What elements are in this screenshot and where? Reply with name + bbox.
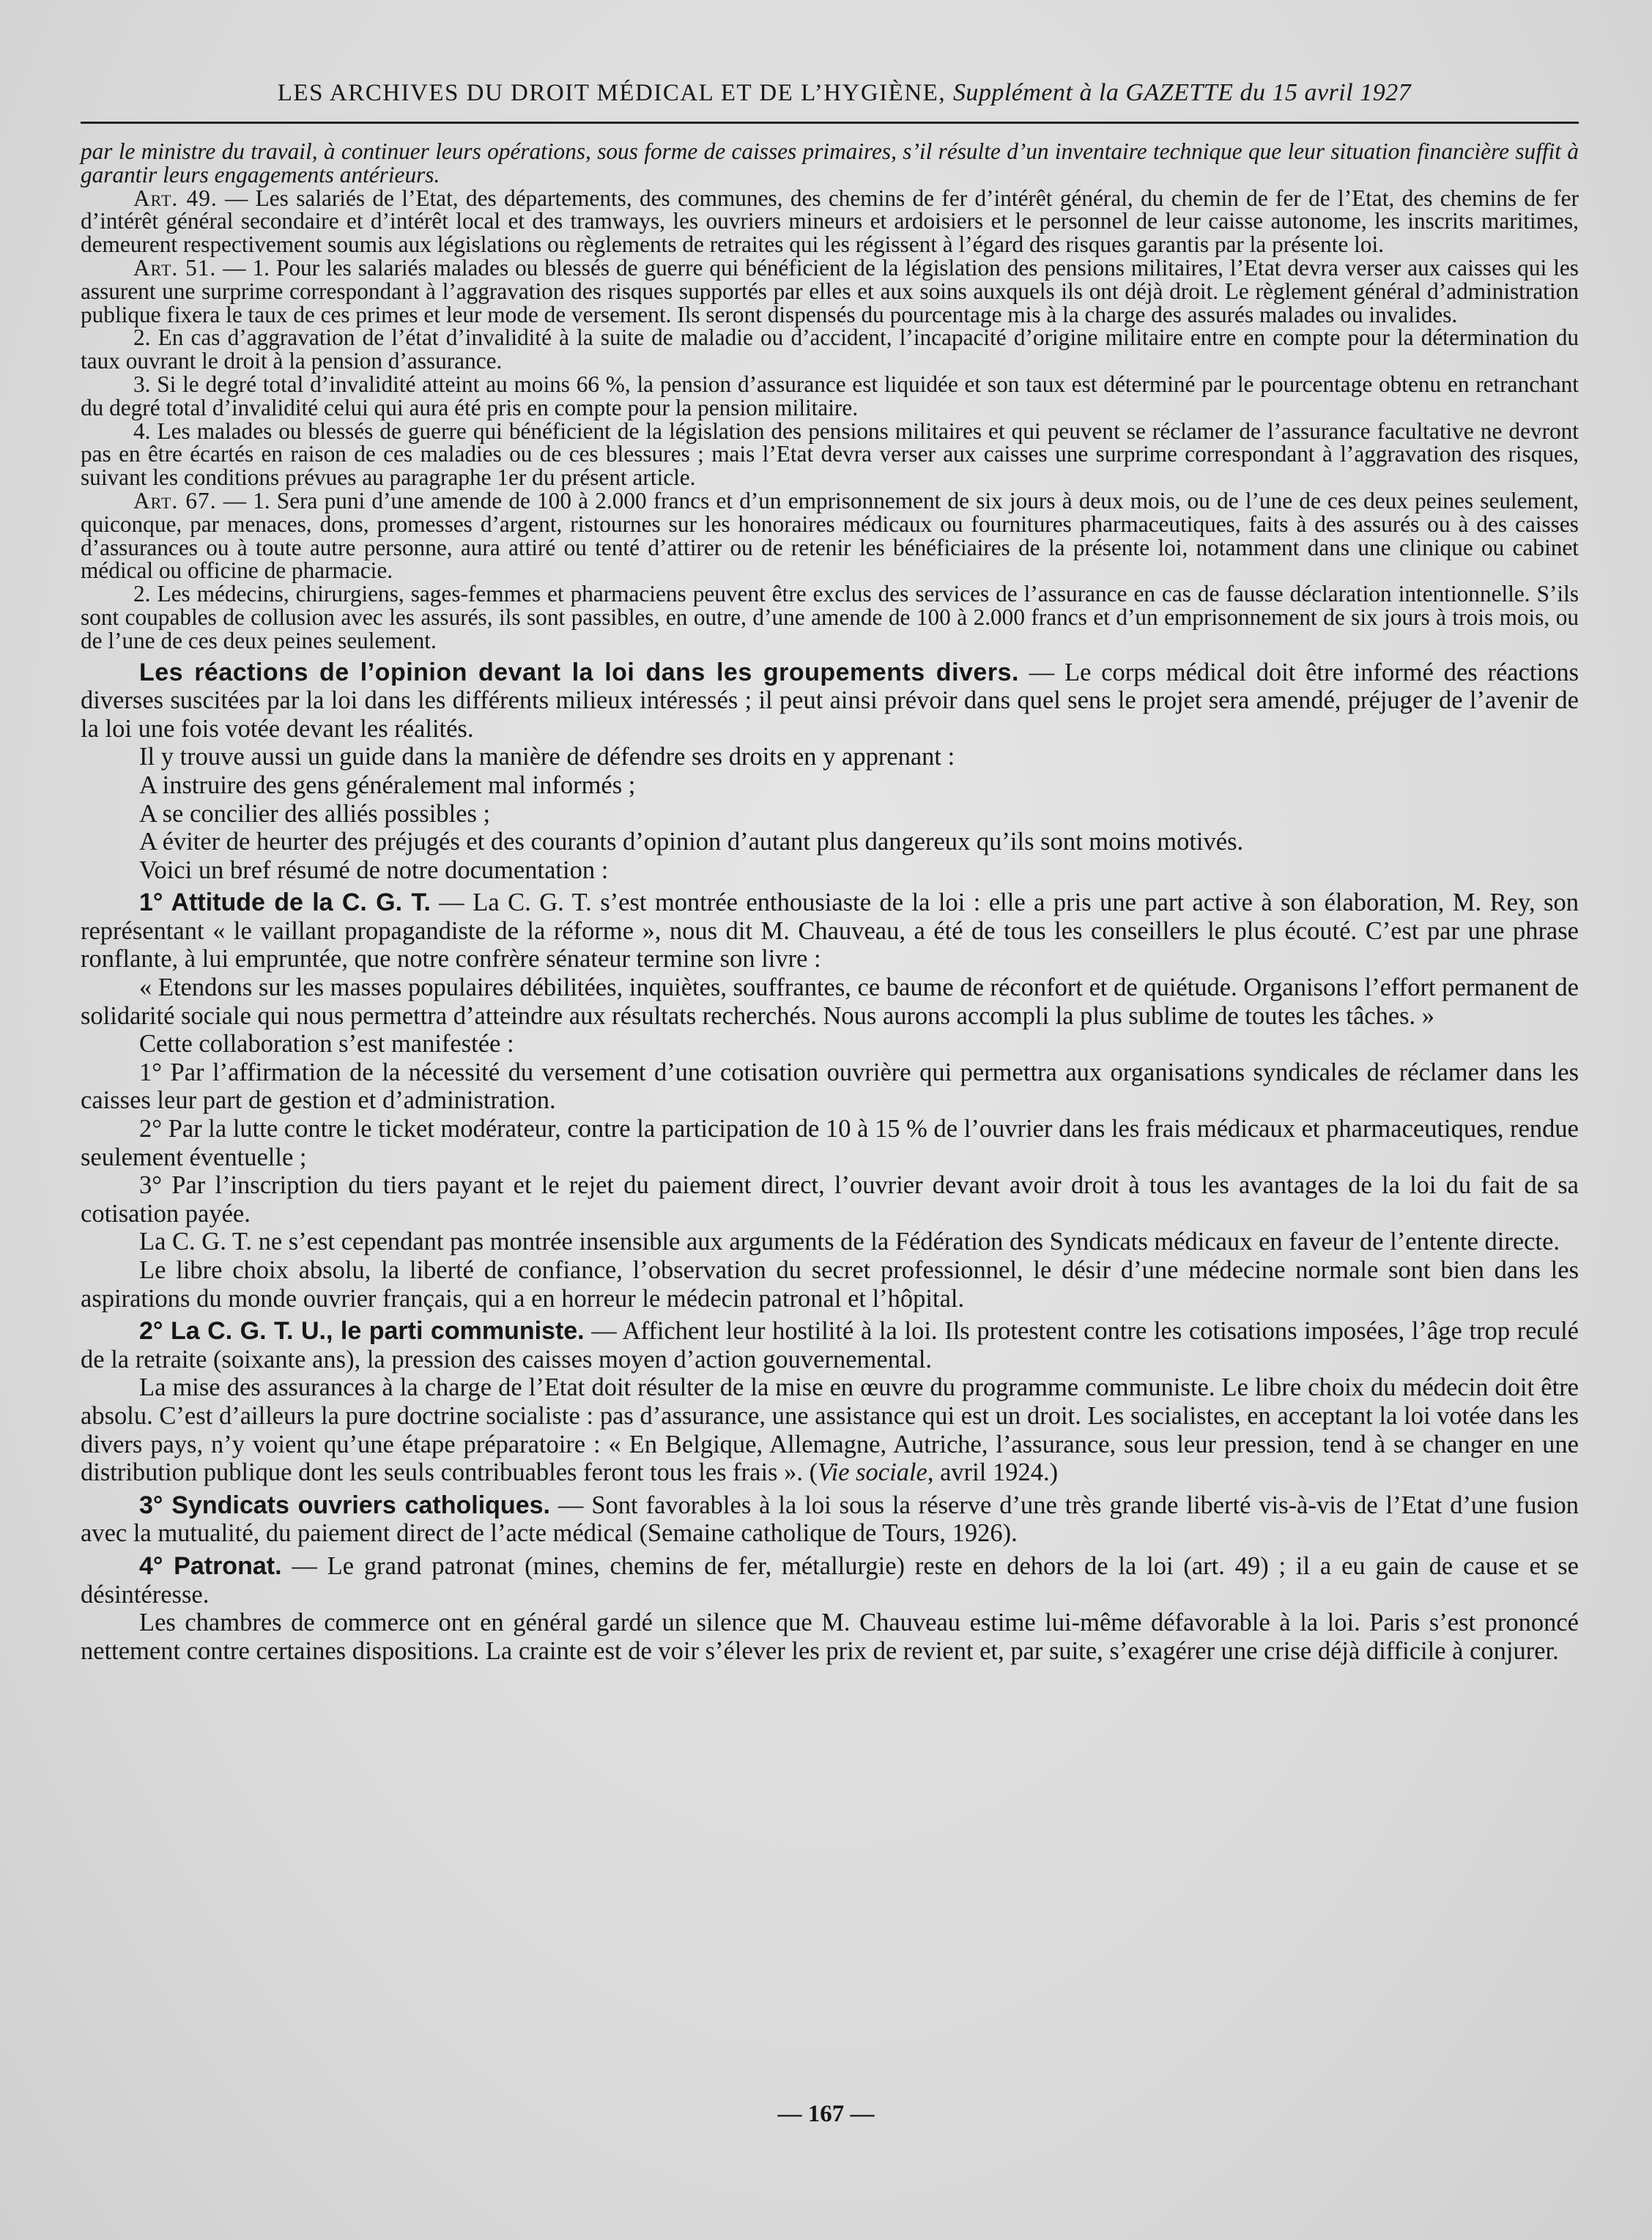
article-label: Art. 49.: [133, 185, 218, 211]
article-text: — 1. Pour les salariés malades ou blessés de guerre qui bénéficient de la législation des pensions militaires, l’Etat devra verser aux caisses qui les assurent une surprime correspondant à l’aggravation des risques supportés par elles et aux soins auxquels ils ont déjà droit. Le règlement général d’administration publique fixera le taux de ces primes et leur mode de versement. Ils seront dispensés du pourcentage mis à la charge des assurés malades ou invalides.: [81, 254, 1579, 327]
paragraph: Les chambres de commerce ont en général gardé un silence que M. Chauveau estime lui-même défavorable à la loi. Paris s’est prononcé nettement contre certaines dispositions. La crainte est de voir s’élever les prix de revient et, par suite, s’exagérer une crise déjà difficile à conjurer.: [81, 1609, 1579, 1665]
article-label: Art. 67.: [133, 487, 217, 513]
citation: Vie sociale: [818, 1458, 927, 1487]
paragraph: par le ministre du travail, à continuer leurs opérations, sous forme de caisses primaires, s’il résulte d’un inventaire technique que leur situation financière suffit à garantir leurs engagements antérieurs.: [81, 138, 1579, 188]
subsection-catholic: [81, 1491, 1579, 1548]
subsection-heading: 3° Syndicats ouvriers catholiques.: [139, 1491, 550, 1519]
paragraph: [81, 1373, 1579, 1486]
paragraph: La C. G. T. ne s’est cependant pas montrée insensible aux arguments de la Fédération des Syndicats médicaux en faveur de l’entente directe.: [139, 1228, 1560, 1256]
section-heading: Les réactions de l’opinion devant la loi dans les groupements divers.: [139, 658, 1019, 686]
journal-title: LES ARCHIVES DU DROIT MÉDICAL ET DE L’HYGIÈNE,: [277, 80, 947, 106]
paragraph: Le libre choix absolu, la liberté de confiance, l’observation du secret professionnel, le désir d’une médecine normale sont bien dans les aspirations du monde ouvrier français, qui a en horreur le médecin patronal et l’hôpital.: [81, 1256, 1579, 1313]
paragraph: 3. Si le degré total d’invalidité atteint au moins 66 %, la pension d’assurance est liquidée et son taux est déterminé par le pourcentage obtenu en retranchant du degré total d’invalidité celui qui aura été pris en compte pour la pension militaire.: [81, 371, 1579, 420]
subsection-cgt: [81, 889, 1579, 973]
article-text: — 1. Sera puni d’une amende de 100 à 2.000 francs et d’un emprisonnement de six jours à deux mois, ou de l’une de ces deux peines seulement, quiconque, par menaces, dons, promesses d’argent, ristournes sur les honoraires médicaux ou fournitures pharmaceutiques, faits à des assurés ou à des caisses d’assurances ou à toute autre personne, aura attiré ou tenté d’attirer ou de retenir les bénéficiaires de la présente loi, notamment dans une clinique ou cabinet médical ou officine de pharmacie.: [81, 487, 1579, 584]
article-51: [81, 256, 1579, 326]
subsection-heading: 1° Attitude de la C. G. T.: [139, 889, 431, 917]
paragraph: A instruire des gens généralement mal informés ;: [139, 771, 636, 799]
article-body: [81, 659, 1579, 1666]
subsection-heading: 4° Patronat.: [139, 1551, 282, 1580]
paragraph: 2. En cas d’aggravation de l’état d’invalidité à la suite de maladie ou d’accident, l’incapacité d’origine militaire entre en compte pour la détermination du taux ouvrant le droit à la pension d’assurance.: [81, 324, 1579, 374]
running-header: [110, 79, 1579, 107]
paragraph: 2° Par la lutte contre le ticket modérateur, contre la participation de 10 à 15 % de l’ouvrier dans les frais médicaux et pharmaceutiques, rendue seulement éventuelle ;: [81, 1115, 1579, 1171]
law-excerpt: [81, 140, 1579, 653]
section-intro-text: — Le corps médical doit être informé des réactions diverses suscitées par la loi dans les différents milieux intéressés ; il peut ainsi prévoir dans quel sens le projet sera amendé, préjuger de l’avenir de la loi une fois votée devant les réalités.: [81, 658, 1579, 743]
subsection-text: — La C. G. T. s’est montrée enthousiaste de la loi : elle a pris une part active à son élaboration, M. Rey, son représentant « le vaillant propagandiste de la réforme », nous dit M. Chauveau, a été de tous les conseillers le plus écouté. C’est par une phrase ronflante, à lui empruntée, que notre confrère sénateur termine son livre :: [81, 889, 1579, 973]
subsection-text: — Le grand patronat (mines, chemins de fer, métallurgie) reste en dehors de la loi (art. 49) ; il a eu gain de cause et se désintéresse.: [81, 1551, 1579, 1609]
subsection-text: — Sont favorables à la loi sous la réserve d’une très grande liberté vis-à-vis de l’Etat d’une fusion avec la mutualité, du paiement direct de l’acte médical (Semaine catholique de Tours, 1926).: [81, 1491, 1579, 1548]
paragraph-text: , avril 1924.): [927, 1458, 1059, 1487]
paragraph: 4. Les malades ou blessés de guerre qui bénéficient de la législation des pensions militaires et qui peuvent se réclamer de l’assurance facultative ne devront pas en être écartés en raison de ces maladies ou de ces blessures ; mais l’Etat devra verser aux caisses une surprime correspondant à l’aggravation des risques, suivant les conditions prévues au paragraphe 1er du présent article.: [81, 418, 1579, 491]
article-49: [81, 187, 1579, 256]
paragraph: Cette collaboration s’est manifestée :: [139, 1030, 514, 1058]
paragraph-text: La mise des assurances à la charge de l’Etat doit résulter de la mise en œuvre du programme communiste. Le libre choix du médecin doit être absolu. C’est d’ailleurs la pure doctrine socialiste : pas d’assurance, une assistance qui est un droit. Les socialistes, en acceptant la loi votée dans les divers pays, n’y voient qu’une étape préparatoire : « En Belgique, Allemagne, Autriche, l’assurance, sous leur pression, tend à se changer en une distribution publique dont les seuls contribuables feront tous les frais ». (: [81, 1373, 1579, 1487]
subsection-text: — Affichent leur hostilité à la loi. Ils protestent contre les cotisations imposées, l’âge trop reculé de la retraite (soixante ans), la pression des caisses moyen d’action gouvernemental.: [81, 1317, 1579, 1373]
paragraph: Voici un bref résumé de notre documentation :: [139, 856, 609, 884]
page-number: — 167 —: [777, 2101, 875, 2127]
article-label: Art. 51.: [133, 254, 217, 281]
paragraph: Il y trouve aussi un guide dans la manière de défendre ses droits en y apprenant :: [139, 743, 955, 771]
article-67: [81, 489, 1579, 582]
subsection-patronat: [81, 1552, 1579, 1609]
quotation: « Etendons sur les masses populaires débilitées, inquiètes, souffrantes, ce baume de réconfort et de quiétude. Organisons l’effort permanent de solidarité sociale qui nous permettra d’atteindre aux résultats recherchés. Nous aurons accompli la plus sublime de toutes les tâches. »: [81, 973, 1579, 1030]
paragraph: 3° Par l’inscription du tiers payant et le rejet du paiement direct, l’ouvrier devant avoir droit à tous les avantages de la loi du fait de sa cotisation payée.: [81, 1171, 1579, 1228]
paragraph: A éviter de heurter des préjugés et des courants d’opinion d’autant plus dangereux qu’ils sont moins motivés.: [139, 828, 1244, 856]
paragraph: 1° Par l’affirmation de la nécessité du versement d’une cotisation ouvrière qui permettra aux organisations syndicales de réclamer dans les caisses leur part de gestion et d’administration.: [81, 1058, 1579, 1115]
section-intro: [81, 659, 1579, 743]
article-text: — Les salariés de l’Etat, des départements, des communes, des chemins de fer d’intérêt général, du chemin de fer de l’Etat, des chemins de fer d’intérêt général secondaire et d’intérêt local et des tramways, les ouvriers mineurs et ardoisiers et le personnel de leur caisse autonome, les inscrits maritimes, demeurent respectivement soumis aux législations ou règlements de retraites qui les régissent à l’égard des risques garantis par la présente loi.: [81, 185, 1579, 258]
supplement-title: Supplément à la GAZETTE du 15 avril 1927: [952, 79, 1412, 106]
paragraph: A se concilier des alliés possibles ;: [139, 799, 491, 828]
subsection-cgtu: [81, 1317, 1579, 1373]
paragraph: 2. Les médecins, chirurgiens, sages-femmes et pharmaciens peuvent être exclus des services de l’assurance en cas de fausse déclaration intentionnelle. S’ils sont coupables de collusion avec les assurés, ils sont passibles, en outre, d’une amende de 100 à 2.000 francs et d’un emprisonnement de six jours à trois mois, ou de l’une de ces deux peines seulement.: [81, 581, 1579, 653]
header-rule: [81, 122, 1579, 124]
subsection-heading: 2° La C. G. T. U., le parti communiste.: [139, 1317, 585, 1346]
